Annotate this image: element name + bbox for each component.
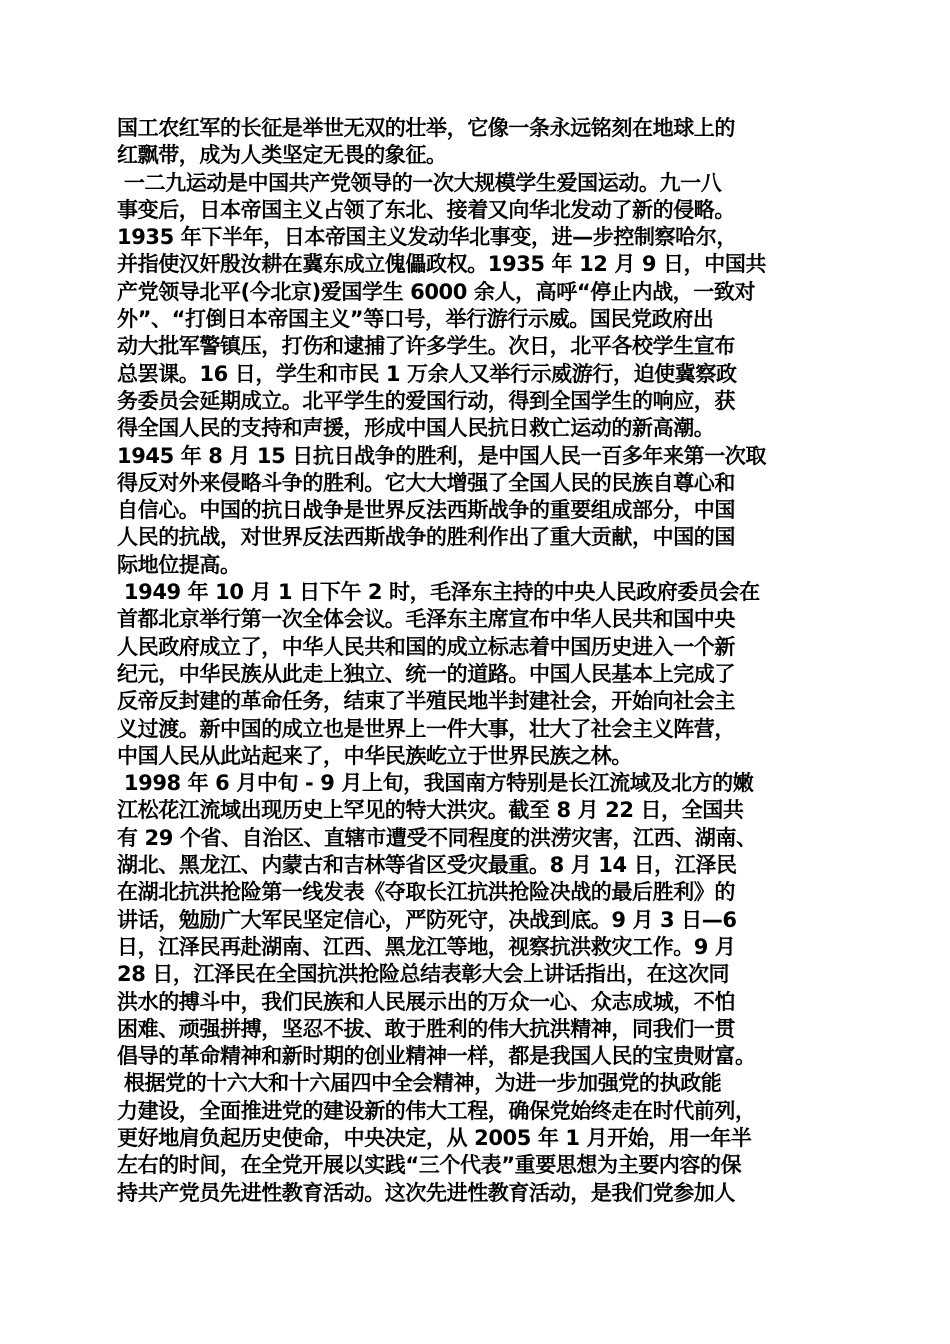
- text-line: 义过渡。新中国的成立也是世界上一件大事，壮大了社会主义阵营，: [117, 716, 735, 741]
- body-text: [117, 115, 857, 1207]
- text-line: 自信心。中国的抗日战争是世界反法西斯战争的重要组成部分，中国: [117, 498, 735, 523]
- text-line: 1935 年下半年，日本帝国主义发动华北事变，进—步控制察哈尔，: [117, 225, 737, 250]
- text-line: 江松花江流域出现历史上罕见的特大洪灾。截至 8 月 22 日，全国共: [117, 798, 744, 823]
- text-line: 在湖北抗洪抢险第一线发表《夺取长江抗洪抢险决战的最后胜利》的: [117, 880, 735, 905]
- text-line: 日，江泽民再赴湖南、江西、黑龙江等地，视察抗洪救灾工作。9 月: [117, 934, 736, 959]
- text-line: 得反对外来侵略斗争的胜利。它大大增强了全国人民的民族自尊心和: [117, 470, 735, 495]
- text-line: 持共产党员先进性教育活动。这次先进性教育活动，是我们党参加人: [117, 1180, 735, 1205]
- text-line: 洪水的搏斗中，我们民族和人民展示出的万众一心、众志成城，不怕: [117, 989, 735, 1014]
- text-line: 左右的时间，在全党开展以实践“三个代表”重要思想为主要内容的保: [117, 1153, 742, 1178]
- text-line: 国工农红军的长征是举世无双的壮举，它像一条永远铭刻在地球上的: [117, 116, 735, 140]
- text-line: 人民的抗战，对世界反法西斯战争的胜利作出了重大贡献，中国的国: [117, 525, 735, 550]
- text-line: 有 29 个省、自治区、直辖市遭受不同程度的洪涝灾害，江西、湖南、: [117, 825, 757, 850]
- text-line: 一二九运动是中国共产党领导的一次大规模学生爱国运动。九一八: [117, 170, 722, 195]
- text-line: 首都北京举行第一次全体会议。毛泽东主席宣布中华人民共和国中央: [117, 607, 735, 632]
- text-line: 更好地肩负起历史使命，中央决定，从 2005 年 1 月开始，用一年半: [117, 1125, 752, 1150]
- text-line: 倡导的革命精神和新时期的创业精神一样，都是我国人民的宝贵财富。: [117, 1044, 756, 1069]
- text-line: 得全国人民的支持和声援，形成中国人民抗日救亡运动的新高潮。: [117, 416, 715, 441]
- text-line: 反帝反封建的革命任务，结束了半殖民地半封建社会，开始向社会主: [117, 689, 735, 714]
- text-line: 总罢课。16 日，学生和市民 1 万余人又举行示威游行，迫使冀察政: [117, 361, 737, 386]
- text-line: 际地位提高。: [117, 552, 241, 577]
- text-line: 中国人民从此站起来了，中华民族屹立于世界民族之林。: [117, 743, 632, 768]
- text-line: 力建设，全面推进党的建设新的伟大工程，确保党始终走在时代前列，: [117, 1098, 756, 1123]
- text-line: 产党领导北平(今北京)爱国学生 6000 余人，高呼“停止内战，一致对: [117, 279, 756, 304]
- text-line: 28 日，江泽民在全国抗洪抢险总结表彰大会上讲话指出，在这次同: [117, 962, 730, 987]
- text-line: 并指使汉奸殷汝耕在冀东成立傀儡政权。1935 年 12 月 9 日，中国共: [117, 252, 767, 277]
- text-line: 纪元，中华民族从此走上独立、统一的道路。中国人民基本上完成了: [117, 661, 735, 686]
- text-line: 讲话，勉励广大军民坚定信心，严防死守，决战到底。9 月 3 日—6: [117, 907, 737, 932]
- text-line: 外”、“打倒日本帝国主义”等口号，举行游行示威。国民党政府出: [117, 307, 714, 332]
- text-line: 湖北、黑龙江、内蒙古和吉林等省区受灾最重。8 月 14 日，江泽民: [117, 853, 737, 878]
- text-line: 务委员会延期成立。北平学生的爱国行动，得到全国学生的响应，获: [117, 388, 735, 413]
- text-line: 1998 年 6 月中旬 - 9 月上旬，我国南方特别是长江流域及北方的嫩: [117, 771, 754, 796]
- text-line: 困难、顽强拼搏，坚忍不拔、敢于胜利的伟大抗洪精神，同我们一贯: [117, 1016, 735, 1041]
- text-line: 红飘带，成为人类坚定无畏的象征。: [117, 143, 447, 168]
- text-line: 事变后，日本帝国主义占领了东北、接着又向华北发动了新的侵略。: [117, 197, 735, 222]
- text-line: 人民政府成立了，中华人民共和国的成立标志着中国历史进入一个新: [117, 634, 735, 659]
- text-line: 动大批军警镇压，打伤和逮捕了许多学生。次日，北平各校学生宣布: [117, 334, 735, 359]
- text-line: 1949 年 10 月 1 日下午 2 时，毛泽东主持的中央人民政府委员会在: [117, 580, 760, 605]
- text-line: 1945 年 8 月 15 日抗日战争的胜利，是中国人民一百多年来第一次取: [117, 443, 767, 468]
- text-line: 根据党的十六大和十六届四中全会精神，为进一步加强党的执政能: [117, 1071, 722, 1096]
